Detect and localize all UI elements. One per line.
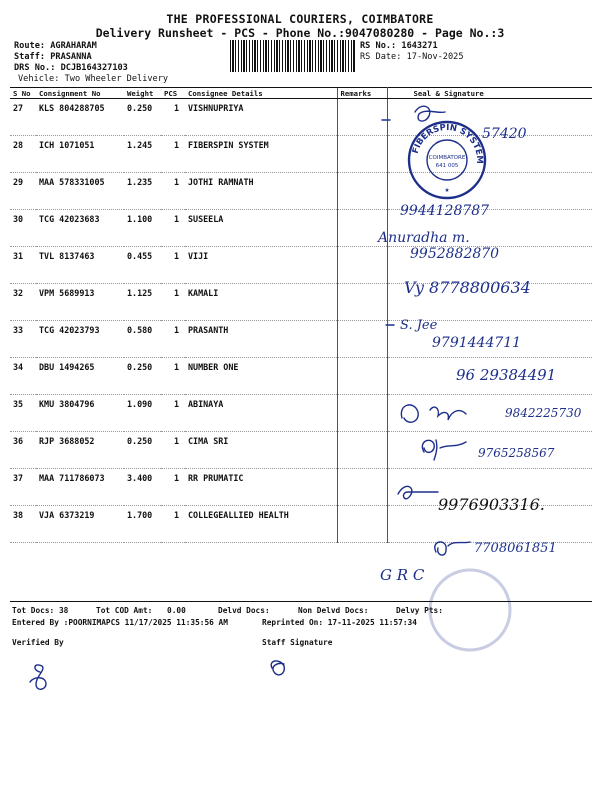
entered-by-label: Entered By : [12, 618, 69, 627]
cell-consignee: SUSEELA [185, 210, 337, 247]
stamp-outer-text: FIBERSPIN SYSTEM [410, 122, 485, 164]
rs-date-value: 17-Nov-2025 [406, 52, 464, 62]
cell-pcs: 1 [161, 321, 185, 358]
col-signature: Seal & Signature [387, 88, 592, 99]
signature-stroke-34 [401, 405, 466, 422]
cell-pcs: 1 [161, 469, 185, 506]
col-consignment: Consignment No [36, 88, 124, 99]
tot-docs-label: Tot Docs: [12, 606, 55, 615]
cell-weight: 1.235 [124, 173, 161, 210]
cell-consignee: FIBERSPIN SYSTEM [185, 136, 337, 173]
cell-consignment: KMU 3804796 [36, 395, 124, 432]
delvy-pts-label: Delvy Pts: [396, 606, 443, 615]
hw-35: 9765258567 [478, 446, 555, 460]
cell-pcs: 1 [161, 284, 185, 321]
staff-value: PRASANNA [50, 52, 92, 62]
cell-consignment: RJP 3688052 [36, 432, 124, 469]
rs-no-label: RS No.: [360, 41, 397, 51]
col-consignee: Consignee Details [185, 88, 337, 99]
tot-cod-label: Tot COD Amt: [96, 606, 153, 615]
tot-docs [12, 606, 68, 615]
cell-consignment: DBU 1494265 [36, 358, 124, 395]
hw-34: 9842225730 [505, 406, 582, 420]
verified-by-label: Verified By [12, 638, 64, 647]
cell-sno: 34 [10, 358, 36, 395]
entered-by-value: POORNIMAPCS 11/17/2025 11:35:56 AM [68, 618, 228, 627]
cell-sno: 30 [10, 210, 36, 247]
hw-32b: 9791444711 [432, 335, 522, 351]
stamp-star-icon: ★ [444, 185, 450, 194]
hw-37: 7708061851 [474, 541, 557, 556]
hw-29: 9944128787 [400, 203, 490, 219]
delvd-docs [218, 606, 270, 615]
cell-consignee: ABINAYA [185, 395, 337, 432]
cell-sno: 29 [10, 173, 36, 210]
drs-value: DCJB164327103 [60, 63, 128, 73]
cell-weight: 0.455 [124, 247, 161, 284]
hw-30b: 9952882870 [410, 246, 500, 262]
verified-signature [30, 665, 46, 689]
signature-stroke-36 [398, 486, 438, 498]
stamp-pin-text: 641 005 [435, 163, 459, 169]
cell-pcs: 1 [161, 395, 185, 432]
hw-32a: S. Jee [400, 318, 438, 333]
cell-consignment: TCG 42023683 [36, 210, 124, 247]
cell-consignee: PRASANTH [185, 321, 337, 358]
fiberspin-stamp [409, 122, 485, 198]
cell-sno: 36 [10, 432, 36, 469]
footer-divider [10, 601, 592, 602]
cell-consignee: JOTHI RAMNATH [185, 173, 337, 210]
cell-weight: 1.125 [124, 284, 161, 321]
cell-consignment: KLS 804288705 [36, 99, 124, 136]
cell-consignment: TVL 8137463 [36, 247, 124, 284]
cell-weight: 1.090 [124, 395, 161, 432]
cell-weight: 0.250 [124, 99, 161, 136]
cell-consignment: MAA 578331005 [36, 173, 124, 210]
cell-pcs: 1 [161, 99, 185, 136]
cell-pcs: 1 [161, 210, 185, 247]
cell-pcs: 1 [161, 506, 185, 543]
cell-sno: 37 [10, 469, 36, 506]
vehicle-label: Vehicle: [18, 74, 60, 84]
tot-cod [96, 606, 186, 615]
reprinted-on [262, 618, 417, 627]
cell-consignee: VISHNUPRIYA [185, 99, 337, 136]
hw-33: 96 29384491 [456, 366, 557, 384]
cell-pcs: 1 [161, 247, 185, 284]
cell-weight: 0.250 [124, 358, 161, 395]
cell-sno: 31 [10, 247, 36, 284]
cell-consignment: TCG 42023793 [36, 321, 124, 358]
cell-consignee: CIMA SRI [185, 432, 337, 469]
tot-docs-value: 38 [58, 606, 69, 615]
hw-30a: Anuradha m. [378, 230, 470, 246]
cell-pcs: 1 [161, 136, 185, 173]
delvy-pts [396, 606, 443, 615]
vehicle-value: Two Wheeler Delivery [64, 74, 169, 84]
drs-label: DRS No.: [14, 63, 56, 73]
cell-weight: 1.100 [124, 210, 161, 247]
staff-label: Staff: [14, 52, 46, 62]
cell-sno: 32 [10, 284, 36, 321]
runsheet-subtitle: Delivery Runsheet - PCS - Phone No.:9047080280 - Page No.:3 [95, 26, 505, 40]
cell-weight: 1.245 [124, 136, 161, 173]
col-remarks: Remarks [337, 88, 387, 99]
cell-sno: 33 [10, 321, 36, 358]
non-delvd-docs-label: Non Delvd Docs: [298, 606, 369, 615]
cell-sno: 28 [10, 136, 36, 173]
stamp-inner-text: COIMBATORE [428, 155, 466, 161]
tot-cod-value: 0.00 [167, 606, 186, 615]
cell-consignment: VJA 6373219 [36, 506, 124, 543]
hw-31: Vy 8778800634 [404, 278, 531, 297]
cell-consignment: VPM 5689913 [36, 284, 124, 321]
signature-stroke-27 [382, 106, 445, 121]
cell-consignment: MAA 711786073 [36, 469, 124, 506]
hw-38: G R C [380, 566, 425, 584]
cell-sno: 38 [10, 506, 36, 543]
delvd-docs-label: Delvd Docs: [218, 606, 270, 615]
reprinted-value: 17-11-2025 11:57:34 [327, 618, 417, 627]
entered-by [12, 618, 228, 627]
cell-weight: 3.400 [124, 469, 161, 506]
cell-pcs: 1 [161, 358, 185, 395]
hw-27: 57420 [482, 126, 527, 142]
cell-pcs: 1 [161, 173, 185, 210]
route-label: Route: [14, 41, 46, 51]
cell-consignee: NUMBER ONE [185, 358, 337, 395]
cell-sno: 35 [10, 395, 36, 432]
rs-no-value: 1643271 [401, 41, 438, 51]
signature-stroke-37 [435, 542, 470, 555]
rs-date-label: RS Date: [360, 52, 402, 62]
cell-weight: 0.580 [124, 321, 161, 358]
cell-weight: 0.250 [124, 432, 161, 469]
signature-stroke-35 [422, 440, 466, 460]
hw-36: 9976903316. [438, 495, 545, 514]
cell-pcs: 1 [161, 432, 185, 469]
cell-weight: 1.700 [124, 506, 161, 543]
staff-signature-mark [271, 661, 284, 675]
cell-consignee: COLLEGEALLIED HEALTH [185, 506, 337, 543]
company-title: THE PROFESSIONAL COURIERS, COIMBATORE [166, 12, 434, 26]
col-sno: S No [10, 88, 36, 99]
reprinted-label: Reprinted On: [262, 618, 324, 627]
cell-sno: 27 [10, 99, 36, 136]
non-delvd-docs [298, 606, 368, 615]
route-value: AGRAHARAM [50, 41, 97, 51]
staff-signature-label: Staff Signature [262, 638, 333, 647]
cell-consignee: KAMALI [185, 284, 337, 321]
cell-consignment: ICH 1071051 [36, 136, 124, 173]
col-pcs: PCS [161, 88, 185, 99]
col-weight: Weight [124, 88, 161, 99]
cell-consignee: VIJI [185, 247, 337, 284]
cell-consignee: RR PRUMATIC [185, 469, 337, 506]
